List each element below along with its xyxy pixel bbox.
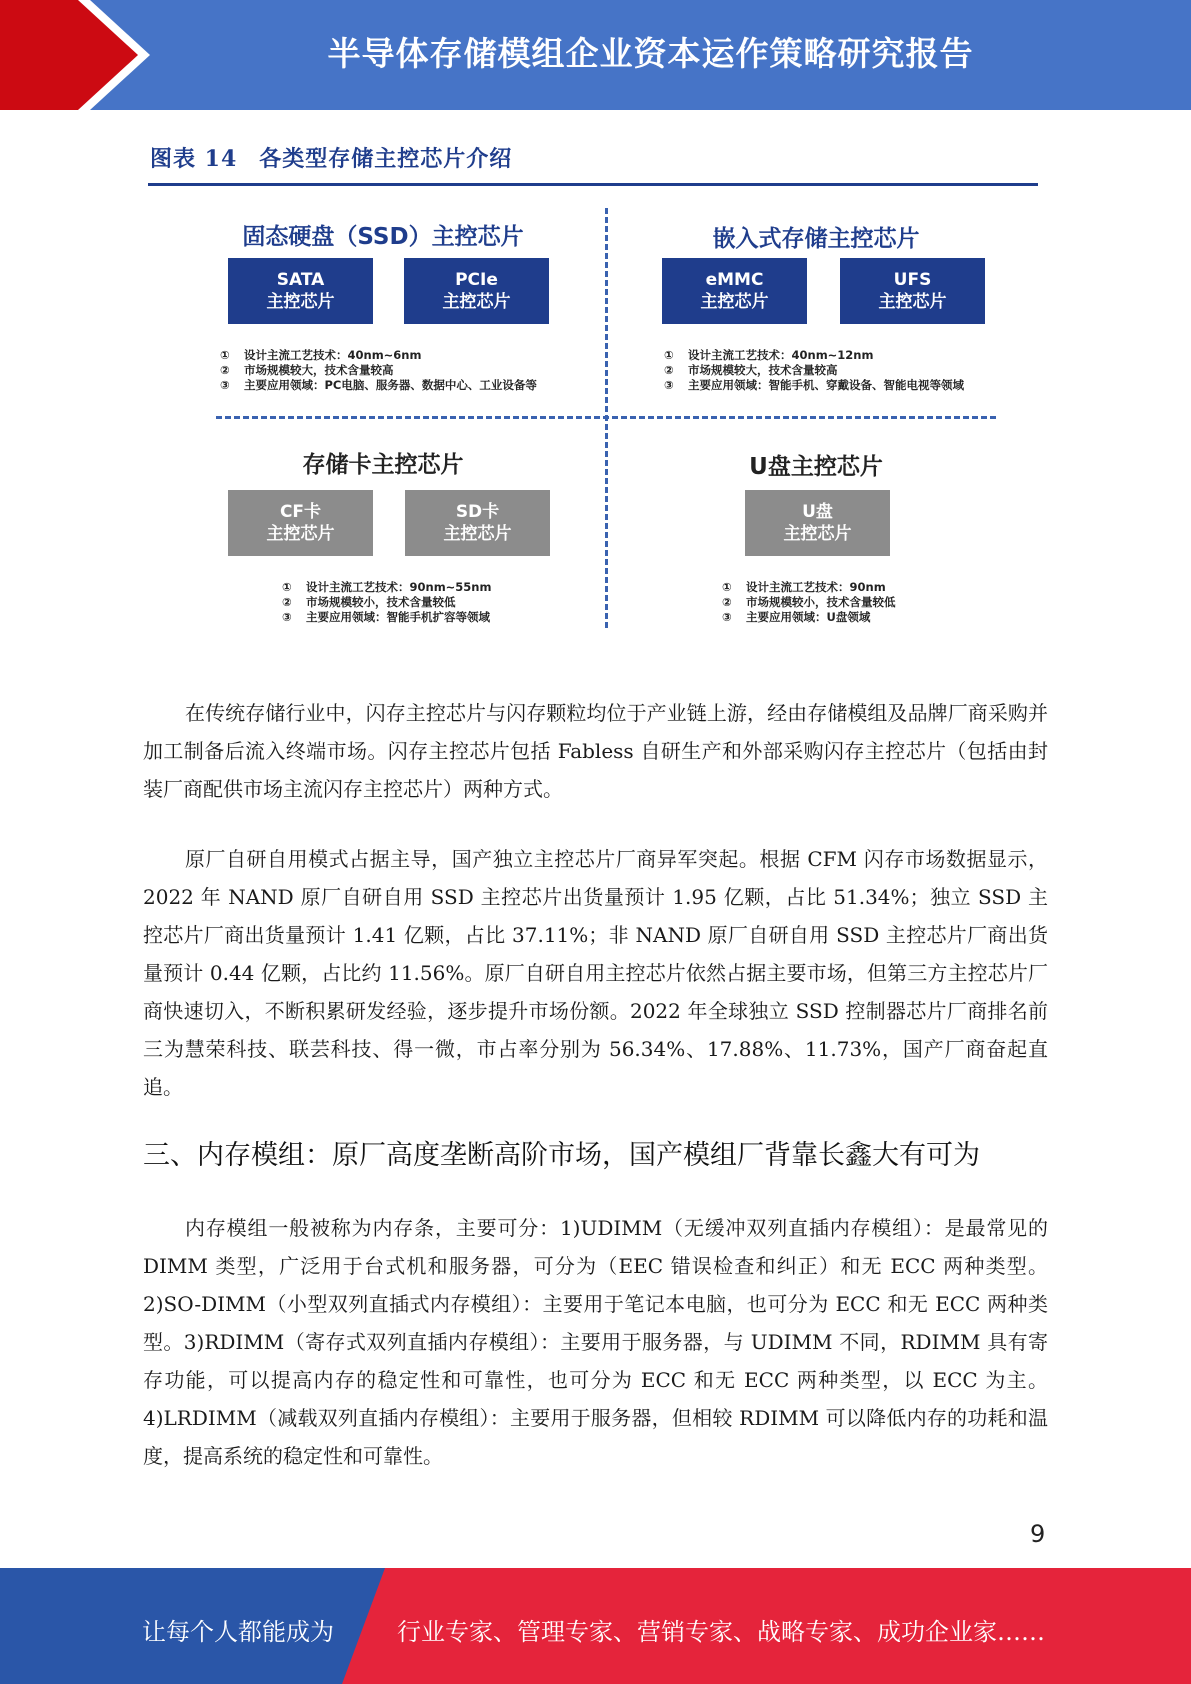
chip-sublabel: 主控芯片 [442,292,511,312]
chip-label: PCIe [455,270,498,290]
chip-pcie [404,258,549,324]
note-marker: ③ [282,610,292,624]
chip-sublabel: 主控芯片 [443,524,512,544]
chip-label: U盘 [802,502,833,522]
controller-chip-diagram [148,190,1038,640]
note-marker: ③ [220,378,230,392]
figure-caption [150,142,512,173]
report-title: 半导体存储模组企业资本运作策略研究报告 [327,34,974,73]
note-marker: ② [722,595,732,609]
note-text: 市场规模较小，技术含量较低 [306,595,456,609]
chip-sublabel: 主控芯片 [878,292,947,312]
note-text: 设计主流工艺技术：40nm~6nm [244,348,422,362]
chip-usb [745,490,890,556]
chip-label: SATA [276,270,325,290]
note-marker: ① [722,580,732,594]
quadrant-title-usb: U盘主控芯片 [749,454,883,480]
notes-usb [722,580,896,625]
note-row [282,580,491,595]
note-row [722,595,896,610]
note-row [664,348,964,363]
figure-caption-number: 图表 14 [150,146,238,172]
chip-label: UFS [893,270,932,290]
note-marker: ① [282,580,292,594]
page-footer [0,1568,1191,1684]
chip-sublabel: 主控芯片 [266,292,335,312]
horizontal-divider [216,416,996,419]
chip-sata [228,258,373,324]
page-header [0,0,1191,110]
notes-ssd [220,348,537,393]
quadrant-title-ssd: 固态硬盘（SSD）主控芯片 [242,224,524,250]
note-marker: ① [220,348,230,362]
note-row [664,363,964,378]
note-text: 设计主流工艺技术：90nm~55nm [306,580,492,594]
quadrant-title-memory-card: 存储卡主控芯片 [302,452,464,478]
chip-label: SD卡 [455,502,500,522]
body-paragraph: 原厂自研自用模式占据主导，国产独立主控芯片厂商异军突起。根据 CFM 闪存市场数据显示，2022 年 NAND 原厂自研自用 SSD 主控芯片出货量预计 1.95 亿颗，占比 51.34%；独立 SSD 主控芯片厂商出货量预计 1.41 亿颗，占比 37.11%；非 NAND 原厂自研自用 SSD 主控芯片厂商出货量预计 0.44 亿颗，占比约 11.56%。原厂自研自用主控芯片依然占据主要市场，但第三方主控芯片厂商快速切入，不断积累研发经验，逐步提升市场份额。2022 年全球独立 SSD 控制器芯片厂商排名前三为慧荣科技、联芸科技、得一微，市占率分别为 56.34%、17.88%、11.73%，国产厂商奋起直追。 [143,847,1048,1099]
notes-memory-card [282,580,491,625]
note-row [220,348,537,363]
note-marker: ② [282,595,292,609]
body-paragraph: 在传统存储行业中，闪存主控芯片与闪存颗粒均位于产业链上游，经由存储模组及品牌厂商采购并加工制备后流入终端市场。闪存主控芯片包括 Fabless 自研生产和外部采购闪存主控芯片（包括由封装厂商配供市场主流闪存主控芯片）两种方式。 [143,701,1048,801]
note-row [282,595,491,610]
chip-cf-card [228,490,373,556]
note-marker: ② [664,363,674,377]
chip-label: CF卡 [279,502,322,522]
note-row [220,378,537,393]
chip-emmc [662,258,807,324]
body-paragraph: 内存模组一般被称为内存条，主要可分：1)UDIMM（无缓冲双列直插内存模组）：是最常见的 DIMM 类型，广泛用于台式机和服务器，可分为（EEC 错误检查和纠正）和无 ECC 两种类型。2)SO-DIMM（小型双列直插式内存模组）：主要用于笔记本电脑，也可分为 ECC 和无 ECC 两种类型。3)RDIMM（寄存式双列直插内存模组）：主要用于服务器，与 UDIMM 不同，RDIMM 具有寄存功能，可以提高内存的稳定性和可靠性，也可分为 ECC 和无 ECC 两种类型，以 ECC 为主。4)LRDIMM（减载双列直插内存模组）：主要用于服务器，但相较 RDIMM 可以降低内存的功耗和温度，提高系统的稳定性和可靠性。 [143,1216,1048,1468]
figure-caption-rule [148,183,1038,186]
notes-embedded [664,348,964,393]
note-row [282,610,491,625]
note-marker: ① [664,348,674,362]
chip-label: eMMC [705,270,764,290]
figure-caption-text: 各类型存储主控芯片介绍 [259,146,513,172]
note-text: 主要应用领域：智能手机、穿戴设备、智能电视等领域 [688,378,964,392]
chip-ufs [840,258,985,324]
note-text: 市场规模较大，技术含量较高 [688,363,838,377]
quadrant-title-embedded: 嵌入式存储主控芯片 [712,226,920,252]
page-number: 9 [1030,1520,1046,1548]
note-row [722,580,896,595]
note-text: 主要应用领域：U盘领域 [746,610,871,624]
note-row [220,363,537,378]
note-marker: ③ [722,610,732,624]
note-text: 主要应用领域：智能手机扩容等领域 [306,610,490,624]
chip-sublabel: 主控芯片 [266,524,335,544]
footer-slogan-left: 让每个人都能成为 [142,1618,334,1646]
note-row [722,610,896,625]
section-heading: 三、内存模组：原厂高度垄断高阶市场，国产模组厂背靠长鑫大有可为 [143,1140,980,1171]
note-text: 主要应用领域：PC电脑、服务器、数据中心、工业设备等 [244,378,537,392]
note-text: 市场规模较大，技术含量较高 [244,363,394,377]
note-text: 设计主流工艺技术：90nm [746,580,886,594]
note-text: 设计主流工艺技术：40nm~12nm [688,348,874,362]
footer-slogan-right: 行业专家、管理专家、营销专家、战略专家、成功企业家…… [397,1618,1045,1646]
chip-sublabel: 主控芯片 [783,524,852,544]
note-row [664,378,964,393]
chip-sublabel: 主控芯片 [700,292,769,312]
note-text: 市场规模较小，技术含量较低 [746,595,896,609]
note-marker: ③ [664,378,674,392]
note-marker: ② [220,363,230,377]
chip-sd-card [405,490,550,556]
